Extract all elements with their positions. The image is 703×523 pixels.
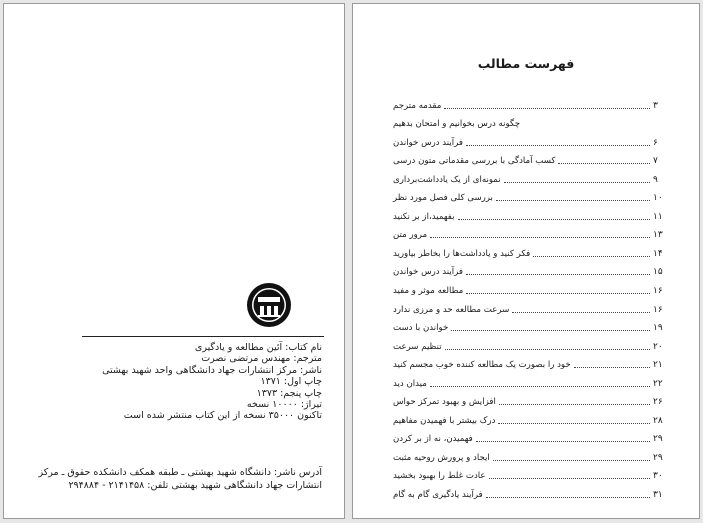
toc-entry-page: ۳ [653, 100, 658, 111]
toc-entry-title: مطالعه موثر و مفید [393, 286, 464, 297]
toc-entry-page: ۳۱ [653, 490, 663, 501]
toc-entry [393, 112, 673, 131]
toc-entry-title: سرعت مطالعه حد و مرزی ندارد [393, 304, 510, 315]
toc-page [352, 3, 700, 519]
toc-leader-dots [430, 237, 650, 238]
toc-entry-page: ۹ [653, 174, 658, 185]
toc-entry-page: ۲۹ [653, 434, 663, 445]
toc-entry-title: بفهمید،از بر نکنید [393, 211, 455, 222]
toc-entry [393, 93, 673, 112]
toc-title: فهرست مطالب [477, 56, 575, 71]
toc-leader-dots [451, 330, 650, 331]
toc-entry [393, 130, 673, 149]
toc-entry-page: ۷ [653, 156, 658, 167]
toc-leader-dots [496, 200, 650, 201]
translator: مترجم: مهندس مرتضی نصرت [201, 353, 322, 365]
toc-entry-page: ۲۹ [653, 452, 663, 463]
toc-entry-title: ایجاد و پرورش روحیه مثبت [393, 452, 490, 463]
toc-entry [393, 316, 673, 335]
toc-entry [393, 297, 673, 316]
toc-entry-title: مقدمه مترجم [393, 100, 442, 111]
toc-entry-page: ۶ [653, 137, 658, 148]
address-line: انتشارات جهاد دانشگاهی شهید بهشتی تلفن: ۲۱۴۱۴۵۸ - ۲۹۴۸۸۴ [68, 480, 322, 491]
toc-entry [393, 278, 673, 297]
toc-entry-page: ۱۳ [653, 230, 663, 241]
print-run: تیراژ: ۱۰۰۰۰ نسخه [246, 399, 322, 411]
toc-entry-page: ۱۶ [653, 304, 663, 315]
toc-entry-title: فرآیند درس خواندن [393, 137, 464, 148]
toc-entry-page: ۲۱ [653, 360, 663, 371]
toc-list [393, 93, 673, 501]
toc-entry-title: بررسی کلی فصل مورد نظر [393, 193, 493, 204]
toc-entry [393, 149, 673, 168]
toc-entry-title: نمونه‌ای از یک یادداشت‌برداری [393, 174, 501, 185]
toc-entry-title: فهمیدن، نه از بر کردن [393, 434, 473, 445]
toc-leader-dots [466, 293, 650, 294]
first-edition: چاپ اول: ۱۳۷۱ [260, 376, 322, 388]
toc-entry-title: مرور متن [393, 230, 428, 241]
address-line: آدرس ناشر: دانشگاه شهید بهشتی ـ طبقه همکف دانشکده حقوق ـ مرکز [38, 467, 322, 478]
toc-entry-title: میدان دید [393, 378, 427, 389]
toc-entry [393, 260, 673, 279]
toc-entry-page: ۱۹ [653, 323, 663, 334]
toc-entry-page: ۱۱ [653, 211, 663, 222]
toc-leader-dots [458, 219, 650, 220]
toc-leader-dots [466, 145, 650, 146]
toc-leader-dots [493, 460, 650, 461]
toc-leader-dots [499, 404, 650, 405]
toc-entry [393, 427, 673, 446]
toc-entry-page: ۱۶ [653, 286, 663, 297]
toc-entry [393, 167, 673, 186]
toc-leader-dots [430, 386, 650, 387]
toc-entry-title: چگونه درس بخوانیم و امتحان بدهیم [393, 119, 521, 130]
toc-leader-dots [466, 274, 650, 275]
toc-entry-title: کسب آمادگی با بررسی مقدماتی متون درسی [393, 156, 556, 167]
toc-entry-title: تنظیم سرعت [393, 341, 442, 352]
toc-entry [393, 464, 673, 483]
toc-entry-title: خود را بصورت یک مطالعه کننده خوب مجسم کنید [393, 360, 571, 371]
toc-leader-dots [486, 497, 650, 498]
toc-entry-page: ۱۵ [653, 267, 663, 278]
toc-entry [393, 204, 673, 223]
fifth-edition: چاپ پنجم: ۱۳۷۳ [256, 387, 322, 399]
imprint-page [3, 3, 345, 519]
toc-leader-dots [533, 256, 650, 257]
toc-entry-title: فکر کنید و یادداشت‌ها را بخاطر بیاورید [393, 248, 531, 259]
toc-entry-title: افزایش و بهبود تمرکز حواس [393, 397, 496, 408]
toc-leader-dots [444, 108, 650, 109]
toc-entry [393, 186, 673, 205]
toc-leader-dots [445, 349, 650, 350]
imprint-divider [82, 336, 324, 337]
toc-entry [393, 390, 673, 409]
toc-entry [393, 223, 673, 242]
toc-leader-dots [498, 423, 650, 424]
toc-entry-page: ۲۶ [653, 397, 663, 408]
publisher-address [22, 466, 322, 492]
publisher: ناشر: مرکز انتشارات جهاد دانشگاهی واحد شهید بهشتی [102, 364, 322, 376]
imprint-block [22, 342, 322, 422]
book-name: نام کتاب: آئین مطالعه و یادگیری [194, 342, 322, 353]
toc-entry [393, 408, 673, 427]
publisher-logo [246, 282, 292, 328]
toc-leader-dots [574, 367, 650, 368]
toc-entry-title: فرآیند درس خواندن [393, 267, 464, 278]
toc-entry [393, 371, 673, 390]
toc-entry-page: ۲۰ [653, 341, 663, 352]
toc-entry-page: ۲۲ [653, 378, 663, 389]
toc-entry [393, 241, 673, 260]
toc-leader-dots [489, 478, 650, 479]
toc-entry-page: ۳۰ [653, 471, 663, 482]
toc-entry-title: خواندن با دست [393, 323, 449, 334]
toc-entry [393, 353, 673, 372]
toc-entry-page: ۱۴ [653, 248, 663, 259]
toc-entry [393, 482, 673, 501]
toc-entry-page: ۱۰ [653, 193, 663, 204]
toc-entry-title: فرآیند یادگیری گام به گام [393, 490, 483, 501]
copies-total: تاکنون ۳۵۰۰۰ نسخه از این کتاب منتشر شده است [123, 410, 322, 422]
toc-entry [393, 445, 673, 464]
toc-entry-page: ۲۸ [653, 415, 663, 426]
toc-entry-title: درک بیشتر با فهمیدن مفاهیم [393, 415, 496, 426]
toc-leader-dots [476, 441, 650, 442]
toc-leader-dots [512, 312, 650, 313]
toc-entry-title: عادت غلط را بهبود بخشید [393, 471, 486, 482]
toc-entry [393, 334, 673, 353]
toc-leader-dots [504, 182, 650, 183]
toc-leader-dots [558, 163, 650, 164]
